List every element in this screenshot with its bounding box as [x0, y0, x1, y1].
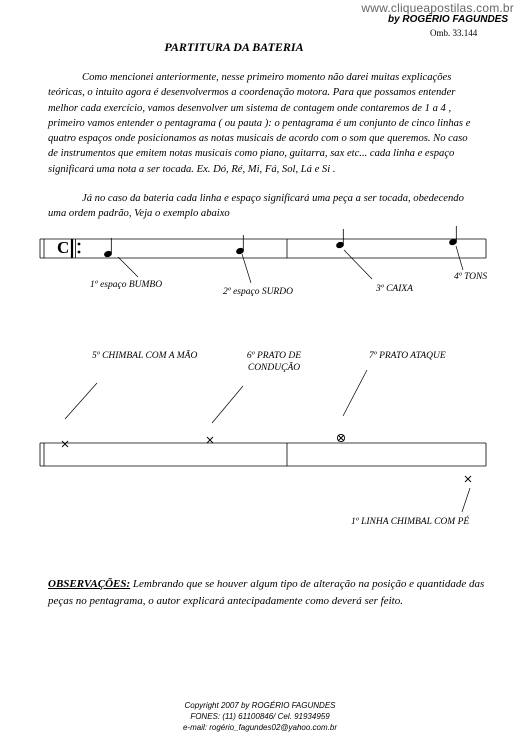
staff-2	[40, 443, 486, 466]
author-credit: by ROGÉRIO FAGUNDES	[387, 14, 508, 25]
page-title-text: PARTITURA DA BATERIA	[164, 40, 304, 54]
repeat-dot	[78, 243, 81, 246]
label-bumbo: 1º espaço BUMBO	[90, 280, 163, 290]
prato-conducao-pointer	[212, 386, 243, 423]
label-chimbal-mao: 5º CHIMBAL COM A MÃO	[92, 351, 198, 361]
footer	[0, 700, 520, 733]
intro-paragraph-text: Como mencionei anteriormente, nesse primeiro momento não darei muitas explicações teóricas, o intuito agora é desenvolvermos a coordenação motora. Para que possamos entender melhor cada exercício, vamos desenvolver um sistema de contagem onde contaremos de 1 a 4 , primeiro vamos entender o pentagrama ( ou pauta ): o pentagrama é um conjunto de cinco linhas e quatro espaços onde posicionamos as notas musicais de acordo com o som que queremos. No caso de instrumentos que emitem notas musicais como piano, guitarra, sax etc... cada linha e espaço significará uma nota a ser tocada. Ex. Dó, Ré, Mi, Fá, Sol, Lá e Si .	[48, 72, 471, 175]
label-prato-conducao-line1: 6º PRATO DE	[246, 351, 302, 361]
label-prato-conducao-line2: CONDUÇÃO	[247, 363, 301, 373]
label-prato-ataque: 7º PRATO ATAQUE	[369, 351, 446, 361]
footer-phones: FONES: (11) 61100846/ Cel. 91934959	[190, 712, 330, 721]
repeat-dot	[78, 251, 81, 254]
omb-number: Omb. 33.144	[430, 28, 478, 38]
chimbal-mao-pointer	[65, 383, 97, 419]
chimbal-mao-cross-note	[62, 441, 68, 447]
observations	[48, 576, 488, 609]
footer-copyright: Copyright 2007 by ROGÉRIO FAGUNDES	[184, 701, 336, 710]
staff-1-notes	[104, 226, 458, 258]
prato-ataque-circled-cross-note	[337, 434, 344, 441]
example-paragraph-text: Já no caso da bateria cada linha e espaço significará uma peça a ser tocada, obedecendo uma ordem padrão, Veja o exemplo abaixo	[48, 193, 464, 220]
prato-ataque-pointer	[343, 370, 367, 416]
common-time-icon: C	[57, 238, 70, 257]
staff-2-notes	[62, 434, 471, 482]
label-surdo: 2º espaço SURDO	[223, 287, 293, 297]
label-prato-conducao	[234, 350, 314, 374]
staff-1-pointers	[118, 246, 463, 283]
observations-text: Lembrando que se houver algum tipo de alteração na posição e quantidade das peças no pentagrama, o autor explicará antecipadamente como deverá ser feito.	[48, 578, 485, 607]
label-chimbal-pe: 1º LINHA CHIMBAL COM PÉ	[351, 517, 470, 527]
label-caixa: 3º CAIXA	[376, 284, 413, 294]
staff-2-pointers	[65, 370, 470, 512]
caixa-pointer	[344, 250, 372, 279]
site-watermark: www.cliqueapostilas.com.br	[361, 1, 514, 15]
observations-label: OBSERVAÇÕES:	[48, 578, 131, 590]
bumbo-pointer	[118, 257, 138, 277]
footer-email: e-mail: rogério_fagundes02@yahoo.com.br	[183, 723, 337, 732]
repeat-dots	[78, 243, 81, 254]
chimbal-pe-cross-note	[465, 476, 471, 482]
prato-conducao-cross-note	[207, 437, 213, 443]
chimbal-pe-pointer	[462, 488, 470, 512]
label-tons: 4º TONS	[454, 272, 488, 282]
